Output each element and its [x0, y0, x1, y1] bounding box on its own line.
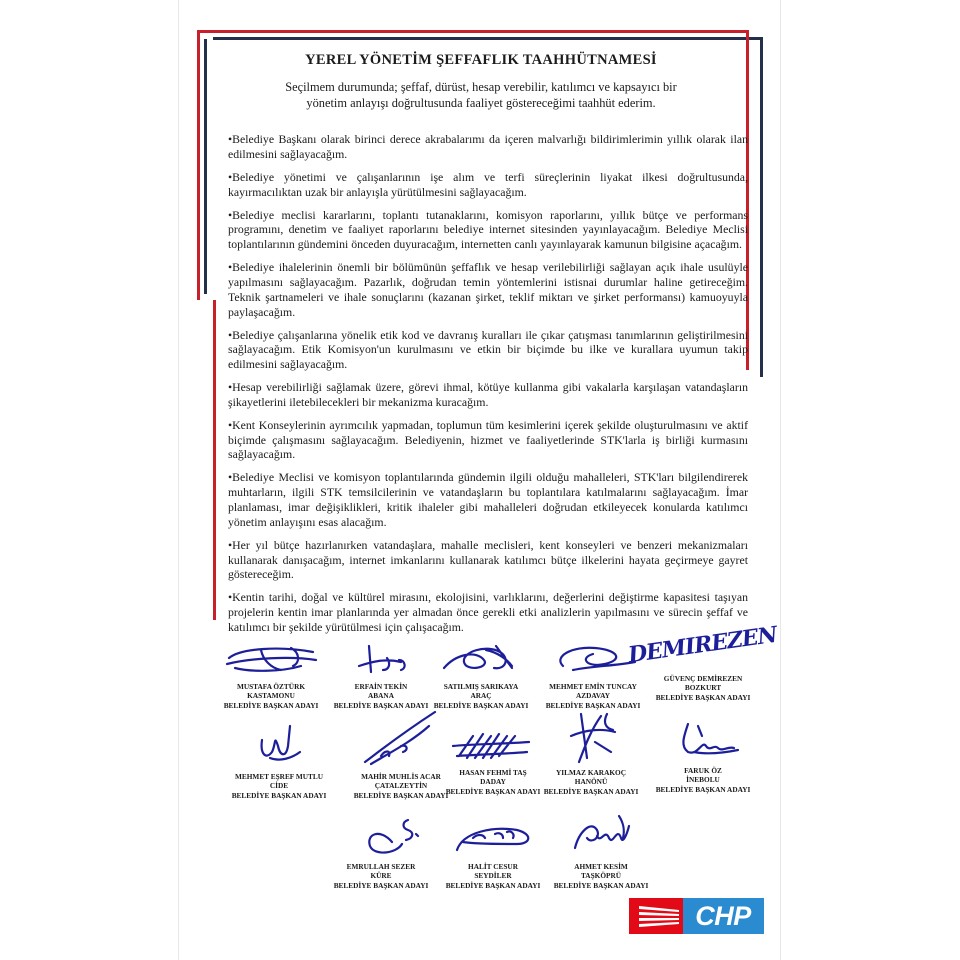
signatory-name: SATILMIŞ SARIKAYA — [443, 682, 519, 691]
frame-line-right-dark — [760, 37, 763, 377]
signatory-name: HALİT CESUR — [468, 862, 518, 871]
signatory-role: BELEDİYE BAŞKAN ADAYI — [545, 700, 641, 710]
signatory-place: SEYDİLER — [474, 871, 512, 881]
signatory-place: HANÖNÜ — [574, 777, 608, 787]
signatory-name: ERFAİN TEKİN — [354, 682, 408, 691]
signature-block — [626, 621, 779, 702]
signature-image — [551, 706, 631, 766]
signature-handwriting: DEMIREZEN — [626, 621, 779, 669]
signatory-name: MAHİR MUHLİS ACAR — [361, 772, 441, 781]
signatory-place: KÜRE — [370, 871, 392, 881]
signatory-place: ARAÇ — [470, 691, 492, 701]
signature-block — [526, 808, 676, 890]
signatory-role: BELEDİYE BAŞKAN ADAYI — [553, 880, 649, 890]
signatory-name: GÜVENÇ DEMİREZEN — [663, 674, 743, 683]
signatory-name: YILMAZ KARAKOÇ — [556, 768, 626, 777]
signature-block — [628, 716, 778, 794]
signatory-name: FARUK ÖZ — [684, 766, 722, 775]
signatory-place: ABANA — [368, 691, 394, 701]
signatory-place: AZDAVAY — [576, 691, 610, 701]
commitment-item: •Hesap verebilirliği sağlamak üzere, görevi ihmal, kötüye kullanma gibi vakalarla karşılaşan vatandaşların şikayetlerini iletebilecekleri bir mekanizma kuracağım. — [228, 380, 748, 409]
signatory-name: MEHMET EMİN TUNCAY — [549, 682, 637, 691]
signatory-place: DADAY — [480, 777, 506, 787]
document-title: YEREL YÖNETİM ŞEFFAFLIK TAAHHÜTNAMESİ — [305, 52, 657, 68]
signatory-place: BOZKURT — [684, 683, 722, 693]
signature-image — [436, 638, 526, 680]
commitment-item: •Belediye meclisi kararlarını, toplantı tutanaklarını, komisyon raporlarını, yıllık bütçe ve performans programını, denetim ve faaliyet raporlarını belediye internet sitesinden yayınlayacağım. Belediye Meclisi toplantılarının gündemini önceden duyuracağım, internetten canlı yayınlayarak kamunun bilgisine açacağım. — [228, 207, 748, 252]
commitment-item: •Belediye ihalelerinin önemli bir bölümünün şeffaflık ve hesap verilebilirliği sağlayan açık ihale usulüyle yapılmasını sağlayacağım. Pazarlık, doğrudan temin yöntemlerini istisnai durumlar haline getireceğim. Teknik şartnameleri ve ihale sonuçlarını (kazanan şirket, teklif miktarı ve şirket performansı) kamuoyuyla paylaşacağım. — [228, 260, 748, 319]
signatory-name: AHMET KESİM — [574, 862, 628, 871]
frame-line-top-dark — [213, 37, 763, 40]
signatory-name: MEHMET EŞREF MUTLU — [235, 772, 323, 781]
frame-line-left-lower-red — [213, 300, 216, 620]
signatory-role: BELEDİYE BAŞKAN ADAYI — [223, 700, 319, 710]
signatory-role: BELEDİYE BAŞKAN ADAYI — [231, 790, 327, 800]
commitment-item: •Belediye yönetimi ve çalışanlarının işe alım ve terfi süreçlerinin liyakat ilkesi doğrultusunda, kayırmacılıktan uzak bir anlayışla yürütülmesini sağlayacağım. — [228, 169, 748, 199]
commitment-item: •Her yıl bütçe hazırlanırken vatandaşlara, mahalle meclisleri, kent konseyleri ve benzeri mekanizmaları kullanarak danışacağım, internet imkanlarını kullanarak katılımcı bütçe ilkelerini hayata geçirmeye gayret göstereceğim. — [228, 537, 748, 582]
signatory-role: BELEDİYE BAŞKAN ADAYI — [655, 692, 751, 702]
frame-line-left-dark — [204, 39, 207, 294]
signatory-role: BELEDİYE BAŞKAN ADAYI — [445, 880, 541, 890]
signature-image — [658, 716, 748, 764]
signatory-place: CİDE — [269, 781, 289, 791]
signatory-role: BELEDİYE BAŞKAN ADAYI — [333, 880, 429, 890]
document-intro: Seçilmem durumunda; şeffaf, dürüst, hesap verebilir, katılımcı ve kapsayıcı bir yönetim anlayışı doğrultusunda faaliyet göstereceğimi taahhüt ederim. — [285, 80, 677, 110]
signatory-place: İNEBOLU — [686, 775, 720, 785]
signatory-role: BELEDİYE BAŞKAN ADAYI — [655, 784, 751, 794]
commitment-item: •Belediye çalışanlarına yönelik etik kod ve davranış kuralları ile çıkar çatışması tanımlarının geliştirilmesini sağlayacağım. Etik Komisyon'un kurulmasını ve etkin bir biçimde bu ilke ve kurallara uyumun takip edilmesini sağlayacağım. — [228, 327, 748, 372]
signatory-name: EMRULLAH SEZER — [346, 862, 416, 871]
signature-image — [336, 812, 426, 860]
commitment-item: •Belediye Meclisi ve komisyon toplantılarında gündemin ilgili olduğu mahalleleri, STK'ları bilgilendirerek muhtarların, ilgili STK temsilcilerinin ve vatandaşların bu toplantılara katılmalarını sağlayacağım. İmar planlaması, imar değişiklikleri, kritik ihaleler gibi mahalleleri doğrudan etkileyecek konularda katılımcı yönetim anlayışını esas alacağım. — [228, 470, 748, 529]
frame-line-top-red — [197, 30, 749, 33]
signatory-role: BELEDİYE BAŞKAN ADAYI — [333, 700, 429, 710]
signatory-place: KASTAMONU — [247, 691, 295, 701]
commitment-item: •Kentin tarihi, doğal ve kültürel mirasını, ekolojisini, varlıklarını, değerlerini değiştirme kapasitesi taşıyan projelerin kentin imar planlarında yer almadan önce gerekli etki analizlerin yapılmasını ve sürecin şeffaf ve katılımcı bir şekilde yürütülmesi için çalışacağım. — [228, 590, 748, 634]
signature-image — [244, 718, 314, 770]
signatory-role: BELEDİYE BAŞKAN ADAYI — [543, 786, 639, 796]
commitment-item: •Belediye Başkanı olarak birinci derece akrabalarımı da içeren malvarlığı bildirimlerimin yıllık olarak ilan edilmesini sağlayacağım. — [228, 132, 748, 161]
chp-logo-text: CHP — [695, 900, 751, 931]
frame-line-left-red — [197, 30, 200, 300]
signatory-role: BELEDİYE BAŞKAN ADAYI — [445, 786, 541, 796]
signatory-place: ÇATALZEYTİN — [374, 781, 428, 791]
commitment-item: •Kent Konseylerinin ayrımcılık yapmadan, toplumun tüm kesimlerini içerek şekilde oluşturulmasını ve aktif biçimde çalışmasını sağlayacağım. Belediyenin, hizmet ve faaliyetlerinde STK'larla iş birliği kurmasını sağlayacağım. — [228, 417, 748, 462]
signatory-name: MUSTAFA ÖZTÜRK — [236, 682, 306, 691]
signature-image — [561, 808, 641, 860]
signatory-role: BELEDİYE BAŞKAN ADAYI — [353, 790, 449, 800]
commitment-list — [228, 132, 748, 643]
signatory-place: TAŞKÖPRÜ — [580, 871, 621, 881]
signatory-role: BELEDİYE BAŞKAN ADAYI — [433, 700, 529, 710]
signatory-name: HASAN FEHMİ TAŞ — [459, 768, 527, 777]
